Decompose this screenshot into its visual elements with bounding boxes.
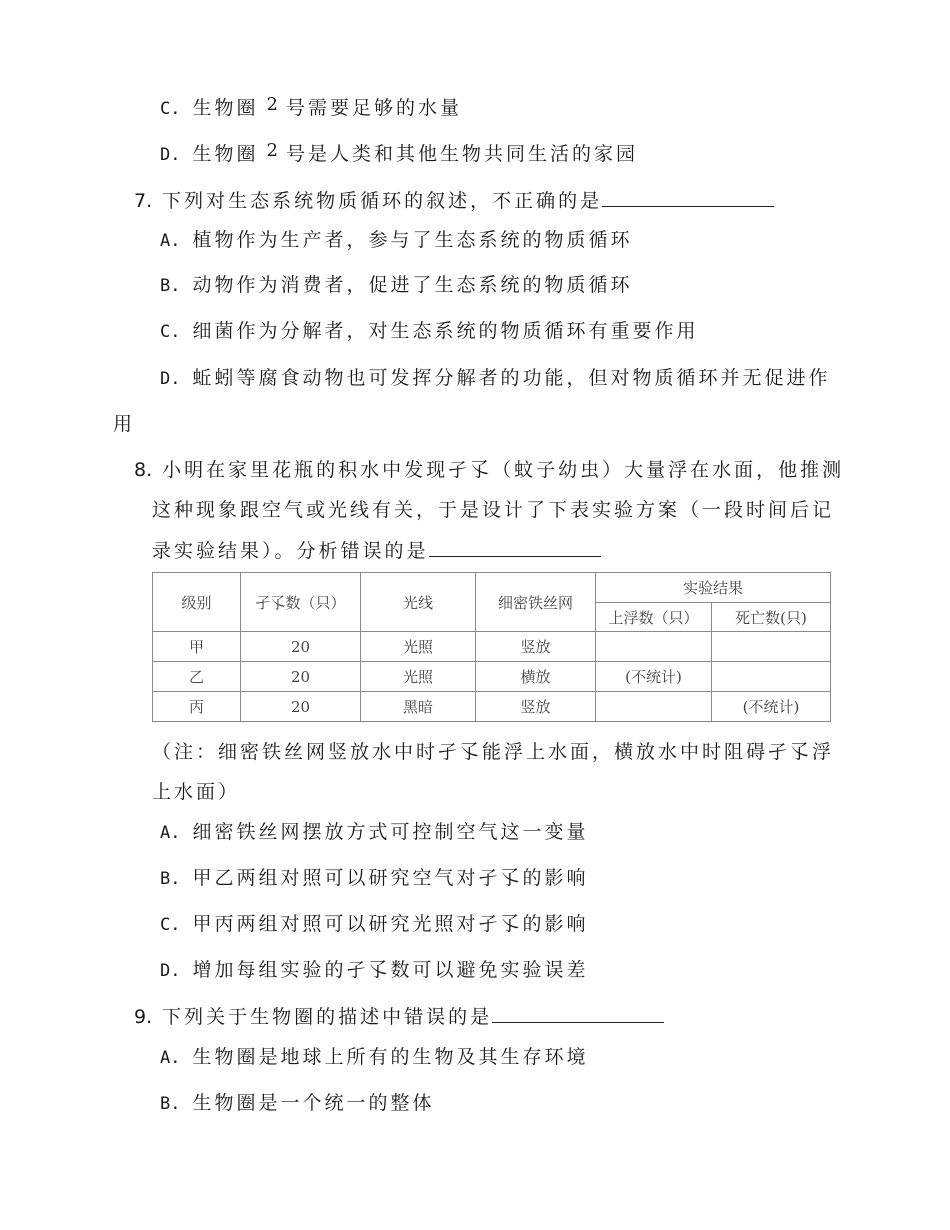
table-header-row — [153, 573, 831, 603]
note-text: （注：细密铁丝网竖放水中时孑孓能浮上水面，横放水中时阻碍孑孓浮 — [152, 741, 835, 763]
cell-dead: (不统计) — [712, 692, 831, 722]
answer-blank[interactable] — [492, 1004, 664, 1023]
q8-option-c[interactable] — [160, 912, 589, 937]
cell-light: 光照 — [361, 662, 476, 692]
table-row — [153, 662, 831, 692]
cell-light: 黑暗 — [361, 692, 476, 722]
option-letter: C. — [160, 322, 181, 342]
option-text: 甲乙两组对照可以研究空气对孑孓的影响 — [192, 867, 589, 889]
q6-option-d[interactable] — [160, 142, 638, 167]
cell-dead — [712, 662, 831, 692]
option-text: 细菌作为分解者，对生态系统的物质循环有重要作用 — [192, 320, 699, 342]
option-text: 生物圈是一个统一的整体 — [192, 1092, 435, 1114]
header-dead: 死亡数(只) — [712, 603, 831, 632]
question-number: 8. — [134, 459, 153, 481]
experiment-table — [152, 572, 831, 722]
q7-option-d[interactable] — [160, 366, 831, 391]
table-row — [153, 632, 831, 662]
question-number: 7. — [134, 190, 153, 212]
cell-mesh: 竖放 — [476, 692, 596, 722]
option-text: 增加每组实验的孑孓数可以避免实验误差 — [192, 959, 589, 981]
answer-blank[interactable] — [429, 538, 601, 557]
q8-note-line-2 — [152, 780, 240, 804]
option-text: 号需要足够的水量 — [285, 97, 462, 119]
q7-option-c[interactable] — [160, 319, 699, 344]
q8-stem-line-2 — [152, 498, 834, 522]
option-letter: D. — [160, 961, 181, 981]
option-letter: D. — [160, 369, 181, 389]
option-letter: B. — [160, 1094, 181, 1114]
cell-group: 甲 — [153, 632, 241, 662]
option-letter: C. — [160, 915, 181, 935]
cell-light: 光照 — [361, 632, 476, 662]
header-result: 实验结果 — [596, 573, 831, 603]
q8-option-a[interactable] — [160, 820, 589, 845]
q7-option-b[interactable] — [160, 273, 633, 298]
q8-stem-line-3 — [152, 538, 601, 563]
option-text: 生物圈 — [192, 143, 259, 165]
question-text: 下列关于生物圈的描述中错误的是 — [162, 1006, 493, 1028]
q9-option-b[interactable] — [160, 1091, 435, 1116]
q8-option-d[interactable] — [160, 958, 589, 983]
cell-float — [596, 692, 712, 722]
question-text: 录实验结果）。分析错误的是 — [152, 540, 429, 562]
q6-option-c[interactable] — [160, 96, 462, 121]
option-number: 2 — [266, 94, 278, 115]
header-count: 孑孓数（只） — [241, 573, 361, 632]
option-letter: A. — [160, 231, 181, 251]
cell-group: 乙 — [153, 662, 241, 692]
option-letter: B. — [160, 276, 181, 296]
option-text: 植物作为生产者，参与了生态系统的物质循环 — [192, 229, 633, 251]
question-text: 下列对生态系统物质循环的叙述，不正确的是 — [162, 190, 603, 212]
cell-count: 20 — [241, 662, 361, 692]
header-light: 光线 — [361, 573, 476, 632]
option-letter: A. — [160, 1048, 181, 1068]
cell-dead — [712, 632, 831, 662]
cell-count: 20 — [241, 632, 361, 662]
option-text: 甲丙两组对照可以研究光照对孑孓的影响 — [192, 913, 589, 935]
header-float: 上浮数（只） — [596, 603, 712, 632]
option-letter: D. — [160, 145, 181, 165]
option-number: 2 — [266, 140, 278, 161]
option-text: 生物圈 — [192, 97, 259, 119]
header-mesh: 细密铁丝网 — [476, 573, 596, 632]
q9-option-a[interactable] — [160, 1045, 589, 1070]
option-letter: B. — [160, 869, 181, 889]
cell-group: 丙 — [153, 692, 241, 722]
option-text: 号是人类和其他生物共同生活的家园 — [285, 143, 638, 165]
cell-float: (不统计) — [596, 662, 712, 692]
cell-count: 20 — [241, 692, 361, 722]
answer-blank[interactable] — [602, 188, 774, 207]
question-text: 这种现象跟空气或光线有关，于是设计了下表实验方案（一段时间后记 — [152, 499, 835, 521]
q7-stem — [134, 188, 774, 213]
q7-option-d-wrap — [113, 412, 135, 436]
question-text: 小明在家里花瓶的积水中发现孑孓（蚊子幼虫）大量浮在水面，他推测 — [162, 459, 845, 481]
cell-mesh: 竖放 — [476, 632, 596, 662]
header-group: 级别 — [153, 573, 241, 632]
note-text: 上水面） — [152, 781, 241, 803]
option-text: 动物作为消费者，促进了生态系统的物质循环 — [192, 274, 633, 296]
option-text: 细密铁丝网摆放方式可控制空气这一变量 — [192, 821, 589, 843]
question-number: 9. — [134, 1006, 153, 1028]
q8-option-b[interactable] — [160, 866, 589, 891]
q7-option-a[interactable] — [160, 228, 633, 253]
option-letter: C. — [160, 99, 181, 119]
option-text: 蚯蚓等腐食动物也可发挥分解者的功能，但对物质循环并无促进作 — [192, 367, 831, 389]
option-text: 生物圈是地球上所有的生物及其生存环境 — [192, 1046, 589, 1068]
option-text-continued: 用 — [113, 413, 136, 435]
option-letter: A. — [160, 823, 181, 843]
table-row — [153, 692, 831, 722]
q8-stem-line-1 — [134, 458, 844, 482]
q9-stem — [134, 1004, 664, 1029]
cell-mesh: 横放 — [476, 662, 596, 692]
q8-note-line-1 — [152, 740, 834, 764]
cell-float — [596, 632, 712, 662]
